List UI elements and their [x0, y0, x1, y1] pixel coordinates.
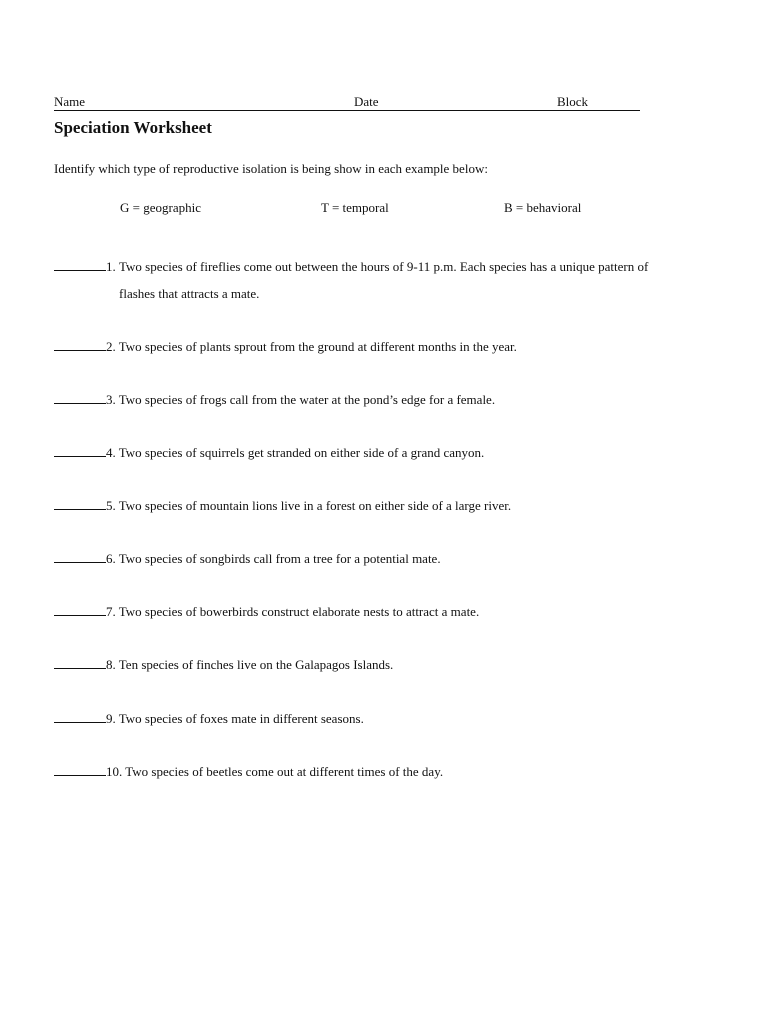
answer-blank[interactable]: [54, 497, 106, 510]
worksheet-title: Speciation Worksheet: [54, 118, 212, 137]
question-text: Two species of frogs call from the water at the pond’s edge for a female.: [118, 392, 496, 407]
answer-blank[interactable]: [54, 603, 106, 616]
question-text: Two species of songbirds call from a tree for a potential mate.: [118, 551, 441, 566]
question-number: 8.: [106, 657, 116, 672]
key-geographic: G = geographic: [120, 200, 201, 215]
answer-blank[interactable]: [54, 710, 106, 723]
question-number: 2.: [106, 339, 116, 354]
question-item: [54, 598, 694, 625]
question-item: [54, 386, 694, 413]
answer-blank[interactable]: [54, 656, 106, 669]
question-text: Two species of plants sprout from the ground at different months in the year.: [118, 339, 517, 354]
answer-blank[interactable]: [54, 258, 106, 271]
question-item: [54, 651, 694, 678]
question-number: 9.: [106, 711, 116, 726]
name-label: Name: [54, 94, 86, 109]
question-item: [54, 545, 694, 572]
question-text: Two species of foxes mate in different seasons.: [118, 711, 364, 726]
block-label: Block: [557, 94, 589, 109]
question-text: Two species of beetles come out at different times of the day.: [125, 764, 444, 779]
answer-blank[interactable]: [54, 763, 106, 776]
key-behavioral: B = behavioral: [504, 200, 582, 215]
question-text: Two species of mountain lions live in a forest on either side of a large river.: [118, 498, 512, 513]
answer-blank[interactable]: [54, 550, 106, 563]
date-label: Date: [354, 94, 379, 109]
question-item: [54, 705, 694, 732]
block-field[interactable]: [557, 93, 640, 111]
question-item: [54, 333, 694, 360]
answer-blank[interactable]: [54, 391, 106, 404]
answer-blank[interactable]: [54, 338, 106, 351]
question-number: 5.: [106, 498, 116, 513]
question-number: 6.: [106, 551, 116, 566]
question-text: Two species of bowerbirds construct elaborate nests to attract a mate.: [118, 604, 480, 619]
question-number: 4.: [106, 445, 116, 460]
question-item: [54, 492, 694, 519]
question-item: [54, 253, 694, 307]
instructions-text: Identify which type of reproductive isolation is being show in each example below:: [54, 161, 488, 176]
question-item: [54, 439, 694, 466]
student-info-line: [54, 93, 640, 111]
name-field[interactable]: [54, 93, 354, 111]
question-number: 3.: [106, 392, 116, 407]
answer-blank[interactable]: [54, 444, 106, 457]
question-text: Two species of fireflies come out between the hours of 9-11 p.m. Each species has a unique pattern of flashes that attracts a mate.: [119, 259, 649, 301]
key-temporal: T = temporal: [321, 200, 389, 215]
question-number: 10.: [106, 764, 123, 779]
question-text: Ten species of finches live on the Galapagos Islands.: [118, 657, 394, 672]
question-number: 7.: [106, 604, 116, 619]
question-number: 1.: [106, 259, 116, 274]
question-text: Two species of squirrels get stranded on either side of a grand canyon.: [118, 445, 485, 460]
question-item: [54, 758, 694, 785]
date-field[interactable]: [354, 93, 557, 111]
